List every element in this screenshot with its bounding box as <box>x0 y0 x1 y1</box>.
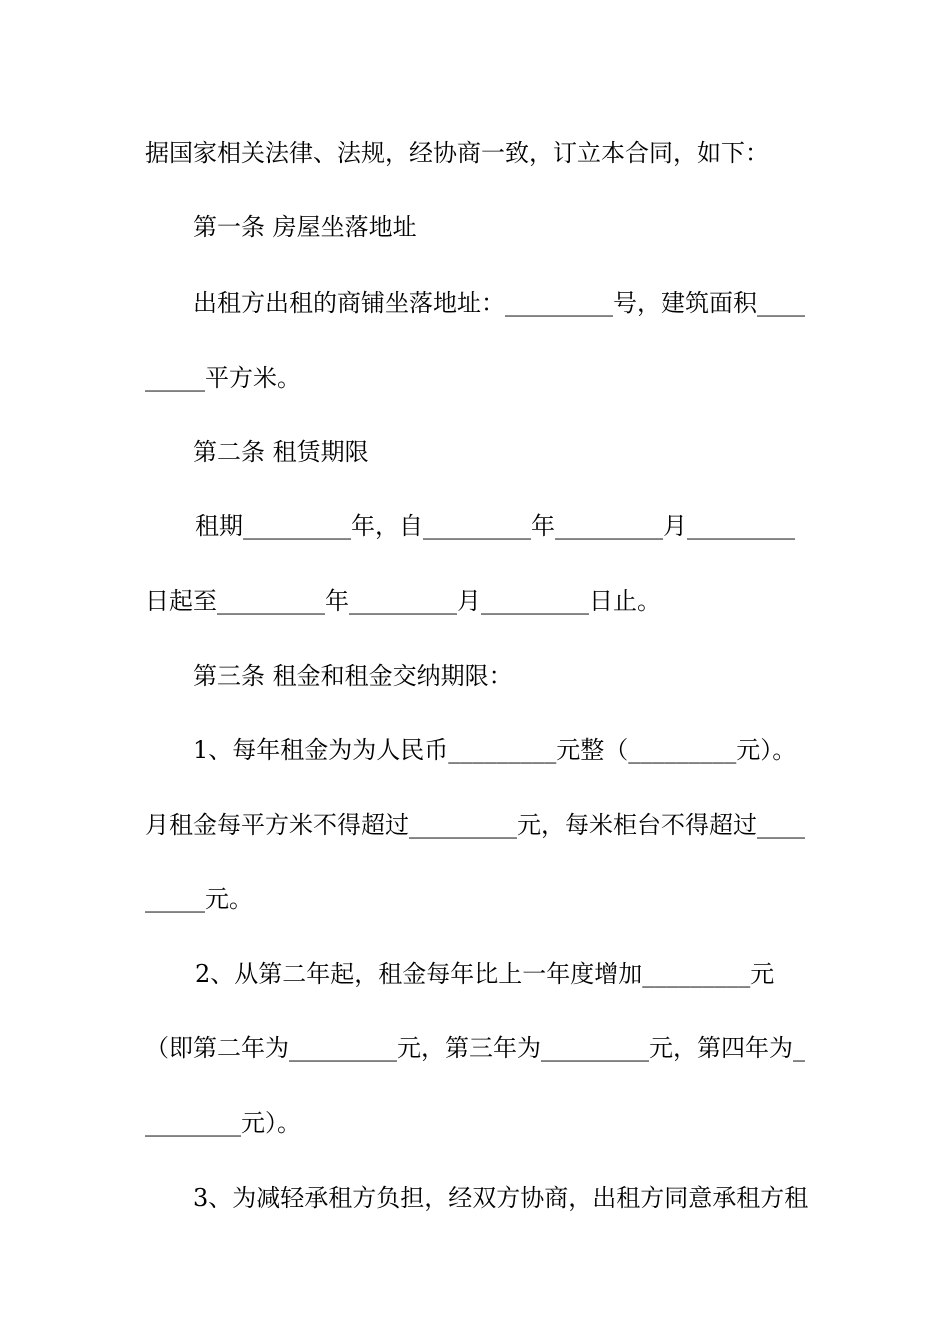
text-line: 1、每年租金为为人民币_________元整（_________元）。 <box>193 736 797 764</box>
article-heading: 第二条 租赁期限 <box>193 438 369 466</box>
text-line: 出租方出租的商铺坐落地址：_________号，建筑面积____ <box>193 289 805 317</box>
text-line: 3、为减轻承租方负担，经双方协商，出租方同意承租方租 <box>193 1184 809 1212</box>
text-line: 2、从第二年起，租金每年比上一年度增加_________元 <box>195 960 775 988</box>
text-line: 日起至_________年_________月_________日止。 <box>145 587 661 615</box>
article-heading: 第三条 租金和租金交纳期限： <box>193 662 513 690</box>
text-line: _____元。 <box>145 885 253 913</box>
text-line: 据国家相关法律、法规，经协商一致，订立本合同，如下： <box>145 139 769 167</box>
text-line: ________元）。 <box>145 1109 301 1137</box>
article-heading: 第一条 房屋坐落地址 <box>193 213 417 241</box>
text-line: （即第二年为_________元，第三年为_________元，第四年为_ <box>145 1034 805 1062</box>
text-line: 月租金每平方米不得超过_________元，每米柜台不得超过____ <box>145 811 805 839</box>
text-line: _____平方米。 <box>145 364 301 392</box>
text-line: 租期_________年，自_________年_________月_________ <box>195 512 795 540</box>
